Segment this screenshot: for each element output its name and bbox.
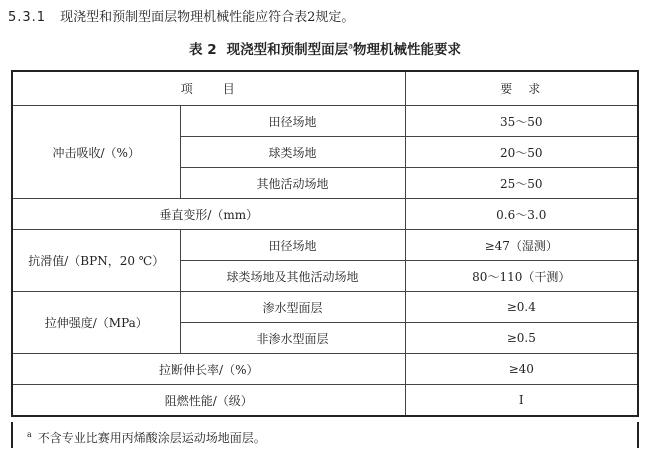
table-row bbox=[12, 199, 638, 230]
footnote-text: 不含专业比赛用丙烯酸涂层运动场地面层。 bbox=[37, 431, 266, 445]
table-footnote bbox=[11, 422, 639, 448]
table-row bbox=[12, 385, 638, 417]
row-label-tensile: 拉伸强度/（MPa） bbox=[12, 292, 180, 354]
val-elong: ≥40 bbox=[405, 354, 638, 385]
sub-impact-ball: 球类场地 bbox=[180, 137, 405, 168]
header-item: 项 目 bbox=[12, 71, 405, 106]
val-flame: I bbox=[405, 385, 638, 417]
val-impact-ball: 20～50 bbox=[405, 137, 638, 168]
sub-tensile-nonperm: 非渗水型面层 bbox=[180, 323, 405, 354]
val-slip-ball: 80～110（干测） bbox=[405, 261, 638, 292]
sub-impact-track: 田径场地 bbox=[180, 106, 405, 137]
clause-line bbox=[8, 6, 354, 25]
row-label-slip: 抗滑值/（BPN，20 ℃） bbox=[12, 230, 180, 292]
requirements-table bbox=[11, 70, 639, 417]
row-label-impact: 冲击吸收/（%） bbox=[12, 106, 180, 199]
row-label-flame: 阻燃性能/（级） bbox=[12, 385, 405, 417]
table-number: 表 2 bbox=[189, 42, 217, 58]
table-row bbox=[12, 230, 638, 261]
row-label-elong: 拉断伸长率/（%） bbox=[12, 354, 405, 385]
sub-tensile-perm: 渗水型面层 bbox=[180, 292, 405, 323]
table-row bbox=[12, 292, 638, 323]
val-slip-track: ≥47（湿测） bbox=[405, 230, 638, 261]
clause-text: 现浇型和预制型面层物理机械性能应符合表2规定。 bbox=[60, 10, 355, 25]
footnote-marker: a bbox=[27, 430, 32, 439]
val-impact-track: 35～50 bbox=[405, 106, 638, 137]
sub-slip-ball: 球类场地及其他活动场地 bbox=[180, 261, 405, 292]
table-header-row bbox=[12, 71, 638, 106]
table-caption bbox=[0, 38, 650, 58]
table-row bbox=[12, 106, 638, 137]
val-tensile-nonperm: ≥0.5 bbox=[405, 323, 638, 354]
row-label-deform: 垂直变形/（mm） bbox=[12, 199, 405, 230]
sub-impact-other: 其他活动场地 bbox=[180, 168, 405, 199]
table-row bbox=[12, 354, 638, 385]
clause-number: 5.3.1 bbox=[8, 10, 47, 25]
sub-slip-track: 田径场地 bbox=[180, 230, 405, 261]
val-tensile-perm: ≥0.4 bbox=[405, 292, 638, 323]
caption-title-pre: 现浇型和预制型面层 bbox=[226, 42, 349, 58]
val-impact-other: 25～50 bbox=[405, 168, 638, 199]
val-deform: 0.6～3.0 bbox=[405, 199, 638, 230]
caption-title-post: 物理机械性能要求 bbox=[353, 42, 461, 58]
caption-footnote-marker: a bbox=[348, 41, 353, 51]
header-requirement: 要 求 bbox=[405, 71, 638, 106]
